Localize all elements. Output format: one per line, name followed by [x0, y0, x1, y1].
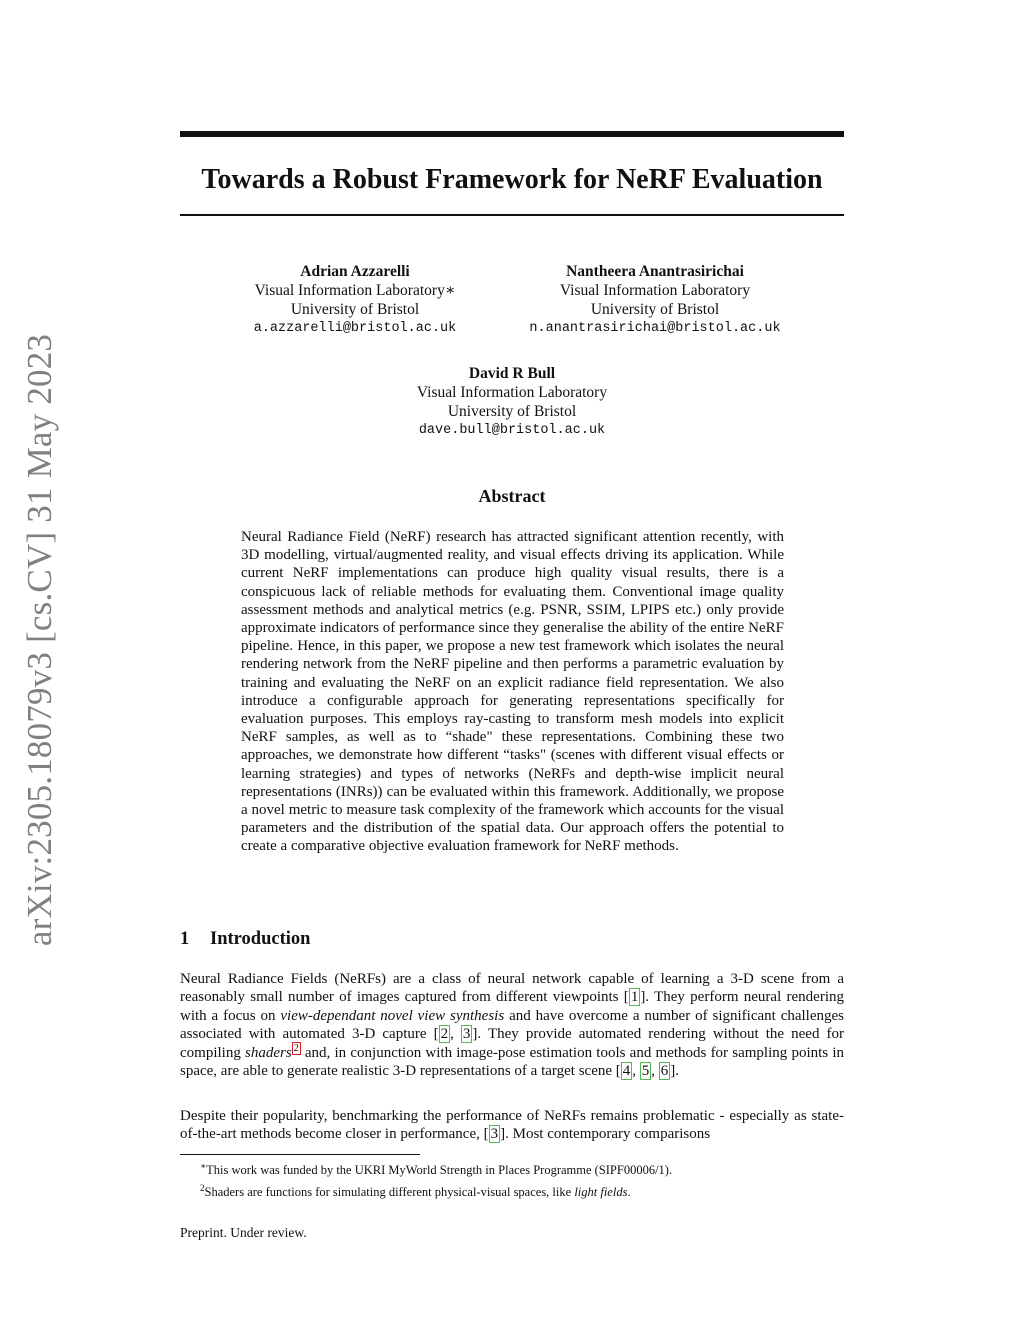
footnote-1	[200, 1157, 844, 1179]
intro-paragraph-1	[180, 970, 844, 1080]
author-affiliation: Visual Information Laboratory∗	[254, 282, 456, 299]
section-heading-introduction	[180, 928, 844, 950]
abstract-text: Neural Radiance Field (NeRF) research has attracted significant attention recently, with 3D modelling, virtual/augmented reality, and visual effects driving its application. While current NeRF implementations can produce high quality visual results, there is a conspicuous lack of reliable methods for evaluating them. Conventional image quality assessment methods and analytical metrics (e.g. PSNR, SSIM, LPIPS etc.) only provide approximate indicators of performance since they generalise the ability of the entire NeRF pipeline. Hence, in this paper, we propose a new test framework which isolates the neural rendering network from the NeRF pipeline and then performs a parametric evaluation by training and evaluating the NeRF on an explicit radiance field representation. We also introduce a configurable approach for generating representations specifically for evaluation purposes. This employs ray-casting to transform mesh models into explicit NeRF samples, as well as to “shade" these representations. Combining these two approaches, we demonstrate how different “tasks" (scenes with different visual effects or learning strategies) and types of networks (NeRFs and depth-wise implicit neural representations (INRs)) can be evaluated within this framework. Additionally, we propose a novel metric to measure task complexity of the framework which accounts for the visual parameters and the distribution of the spatial data. Our approach offers the potential to create a comparative objective evaluation framework for NeRF methods.	[241, 529, 784, 855]
author-block-1	[210, 262, 500, 338]
footnote-rule	[180, 1154, 420, 1155]
author-email[interactable]: dave.bull@bristol.ac.uk	[418, 423, 606, 438]
section-number: 1	[180, 929, 190, 949]
author-name: Nantheera Anantrasirichai	[566, 263, 744, 280]
citation-link[interactable]: 4	[622, 1063, 631, 1080]
text-run: ]. Most contemporary comparisons	[500, 1126, 711, 1143]
citation-link[interactable]: 3	[490, 1126, 499, 1143]
footnote-text-end: .	[627, 1185, 631, 1200]
author-name: Adrian Azzarelli	[300, 263, 410, 280]
title-bottom-rule	[180, 214, 844, 216]
text-run: ]. They perform neural rendering with a focus on	[180, 989, 844, 1024]
footnote-text: This work was funded by the UKRI MyWorld Strength in Places Programme (SIPF00006/1).	[206, 1163, 673, 1178]
footnote-link[interactable]: 2	[293, 1042, 299, 1054]
paper-title: Towards a Robust Framework for NeRF Evaluation	[201, 164, 823, 195]
citation-separator: ,	[450, 1026, 461, 1043]
citation-link[interactable]: 5	[641, 1063, 650, 1080]
text-run: and have overcome a number of significant challenges associated with automated 3-D capture [	[180, 1007, 844, 1043]
author-affiliation: Visual Information Laboratory	[416, 384, 608, 401]
citation-separator: ,	[651, 1063, 659, 1080]
author-institution: University of Bristol	[447, 403, 577, 420]
footnote-mark: ∗	[200, 1161, 207, 1171]
text-run: ]. They provide automated rendering without the need for compiling	[180, 1026, 845, 1061]
footnote-text: Shaders are functions for simulating different physical-visual spaces, like	[204, 1185, 575, 1200]
emphasis-text: shaders	[245, 1044, 292, 1061]
footnotes	[200, 1157, 844, 1201]
citation-link[interactable]: 2	[440, 1026, 449, 1043]
text-run: and, in conjunction with image-pose estimation tools and methods for sampling points in space, are able to generate realistic 3-D representations of a target scene [	[180, 1044, 844, 1080]
author-affiliation: Visual Information Laboratory	[559, 282, 751, 299]
author-block-2	[500, 262, 810, 338]
footnote-mark: 2	[200, 1183, 205, 1194]
arxiv-side-stamp: arXiv:2305.18079v3 [cs.CV] 31 May 2023	[20, 333, 59, 947]
author-block-3	[362, 364, 662, 440]
author-institution: University of Bristol	[290, 301, 420, 318]
citation-link[interactable]: 1	[630, 989, 639, 1006]
section-title: Introduction	[210, 929, 311, 949]
author-email[interactable]: n.anantrasirichai@bristol.ac.uk	[529, 321, 781, 336]
author-email[interactable]: a.azzarelli@bristol.ac.uk	[253, 321, 457, 336]
author-institution: University of Bristol	[590, 301, 720, 318]
citation-separator: ,	[632, 1063, 640, 1080]
title-top-rule	[180, 131, 844, 137]
citation-link[interactable]: 6	[660, 1063, 669, 1080]
text-run: ].	[670, 1063, 679, 1080]
footnote-2	[200, 1179, 844, 1201]
citation-link[interactable]: 3	[462, 1026, 471, 1043]
intro-paragraph-2	[180, 1107, 844, 1144]
text-run: Despite their popularity, benchmarking the performance of NeRFs remains problematic - especially as state-of-the-art methods become closer in performance, [	[180, 1108, 844, 1143]
footnote-emphasis: light fields	[574, 1185, 628, 1200]
abstract-heading: Abstract	[478, 486, 546, 506]
author-name: David R Bull	[468, 365, 556, 382]
text-run: Neural Radiance Fields (NeRFs) are a class of neural network capable of learning a 3-D scene from a reasonably small number of images captured from different viewpoints [	[180, 971, 844, 1006]
emphasis-text: view-dependant novel view synthesis	[280, 1007, 505, 1024]
preprint-footer: Preprint. Under review.	[180, 1225, 307, 1240]
